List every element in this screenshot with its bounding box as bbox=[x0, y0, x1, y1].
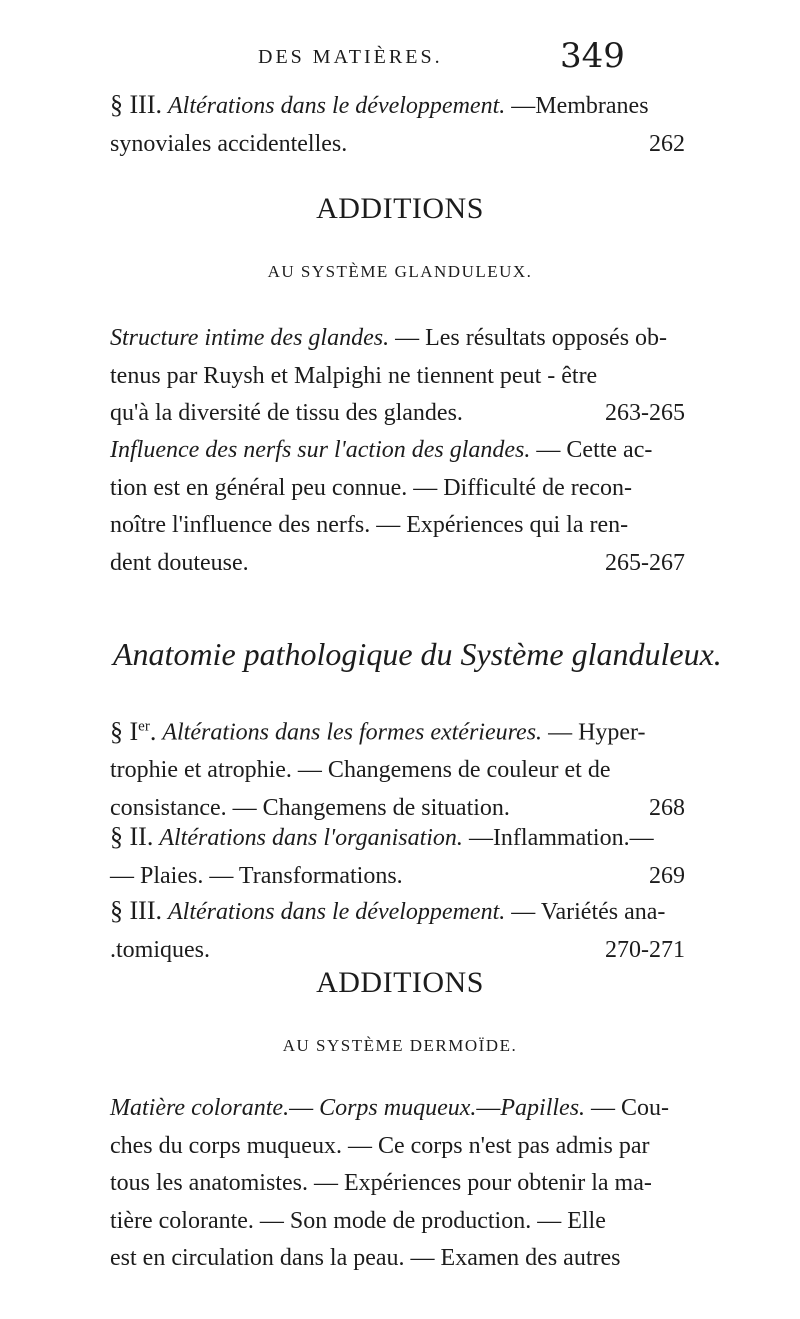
page-number: 349 bbox=[560, 36, 625, 76]
entry-title: Influence des nerfs sur l'action des glandes. bbox=[110, 437, 531, 463]
entry-text: — Variétés ana- bbox=[511, 899, 666, 925]
toc-entry-structure bbox=[110, 320, 685, 433]
entry-pages: 263-265 bbox=[605, 400, 685, 426]
additions-heading: ADDITIONS bbox=[316, 192, 484, 225]
entry-text: — Hyper- bbox=[548, 719, 646, 746]
entry-title: Structure intime des glandes. bbox=[110, 325, 390, 351]
entry-pages: 269 bbox=[649, 862, 685, 889]
additions-subheading-2: AU SYSTÈME DERMOÏDE. bbox=[282, 1036, 518, 1055]
entry-text: dent douteuse. bbox=[110, 549, 249, 576]
entry-title: Altérations dans les formes extérieures. bbox=[162, 719, 543, 746]
entry-title: Altérations dans le développement. bbox=[167, 93, 506, 119]
entry-title: Matière colorante. bbox=[110, 1095, 290, 1121]
entry-pages: 268 bbox=[649, 794, 685, 821]
section-mark: § III. bbox=[110, 896, 162, 925]
toc-entry-iii-developpement-1 bbox=[110, 86, 685, 163]
toc-entry-iii-developpement-2 bbox=[110, 892, 685, 969]
entry-title: Altérations dans le développement. bbox=[167, 899, 506, 925]
entry-title: Corps muqueux. bbox=[319, 1095, 477, 1121]
toc-entry-formes bbox=[110, 708, 685, 827]
entry-text: qu'à la diversité de tissu des glandes. bbox=[110, 400, 463, 426]
entry-title: Papilles. bbox=[500, 1095, 586, 1121]
entry-text: est en circulation dans la peau. — Examen des autres bbox=[110, 1245, 621, 1271]
entry-title: Altérations dans l'organisation. bbox=[159, 825, 463, 851]
entry-text: consistance. — Changemens de situation. bbox=[110, 794, 510, 821]
additions-subheading: AU SYSTÈME GLANDULEUX. bbox=[267, 262, 533, 281]
section-mark: § III. bbox=[110, 90, 162, 119]
running-head: DES MATIÈRES. bbox=[258, 46, 443, 68]
section-heading-anatomie: Anatomie pathologique du Système glanduleux. bbox=[113, 636, 722, 672]
entry-text: .tomiques. bbox=[110, 936, 210, 963]
entry-pages: 265-267 bbox=[605, 549, 685, 576]
toc-entry-matiere-colorante: Matière colorante.— Corps muqueux.—Papilles. — Cou- ches du corps muqueux. — Ce corps n'est pas admis par tous les anatomistes. — Expériences pour obtenir la ma- tière colorante. — Son mode de production. — Elle est en circulation dans la peau. — Examen des autres bbox=[110, 1090, 685, 1278]
entry-text: tous les anatomistes. — Expériences pour obtenir la ma- bbox=[110, 1170, 652, 1196]
section-mark: § II. bbox=[110, 822, 154, 851]
entry-text: — Les résultats opposés ob- bbox=[395, 325, 668, 351]
entry-text: —Inflammation.— bbox=[468, 825, 654, 851]
entry-text: — Cette ac- bbox=[536, 437, 653, 463]
toc-entry-organisation bbox=[110, 818, 685, 895]
entry-text: — Plaies. — Transformations. bbox=[110, 862, 403, 889]
entry-text: synoviales accidentelles. bbox=[110, 130, 348, 157]
entry-text: tion est en général peu connue. — Difficulté de recon- bbox=[110, 474, 633, 501]
entry-pages: 262 bbox=[649, 130, 685, 157]
entry-text: noître l'influence des nerfs. — Expériences qui la ren- bbox=[110, 512, 629, 538]
toc-entry-influence bbox=[110, 432, 685, 582]
section-mark: § Ier. bbox=[110, 716, 157, 746]
entry-text: —Membranes bbox=[511, 93, 649, 119]
entry-pages: 270-271 bbox=[605, 936, 685, 963]
additions-heading-2: ADDITIONS bbox=[316, 966, 484, 999]
entry-text: — Cou- bbox=[591, 1095, 670, 1121]
entry-text: tenus par Ruysh et Malpighi ne tiennent peut - être bbox=[110, 362, 598, 389]
entry-text: tière colorante. — Son mode de production. — Elle bbox=[110, 1207, 606, 1234]
entry-text: ches du corps muqueux. — Ce corps n'est pas admis par bbox=[110, 1132, 650, 1159]
entry-text: trophie et atrophie. — Changemens de couleur et de bbox=[110, 757, 611, 784]
